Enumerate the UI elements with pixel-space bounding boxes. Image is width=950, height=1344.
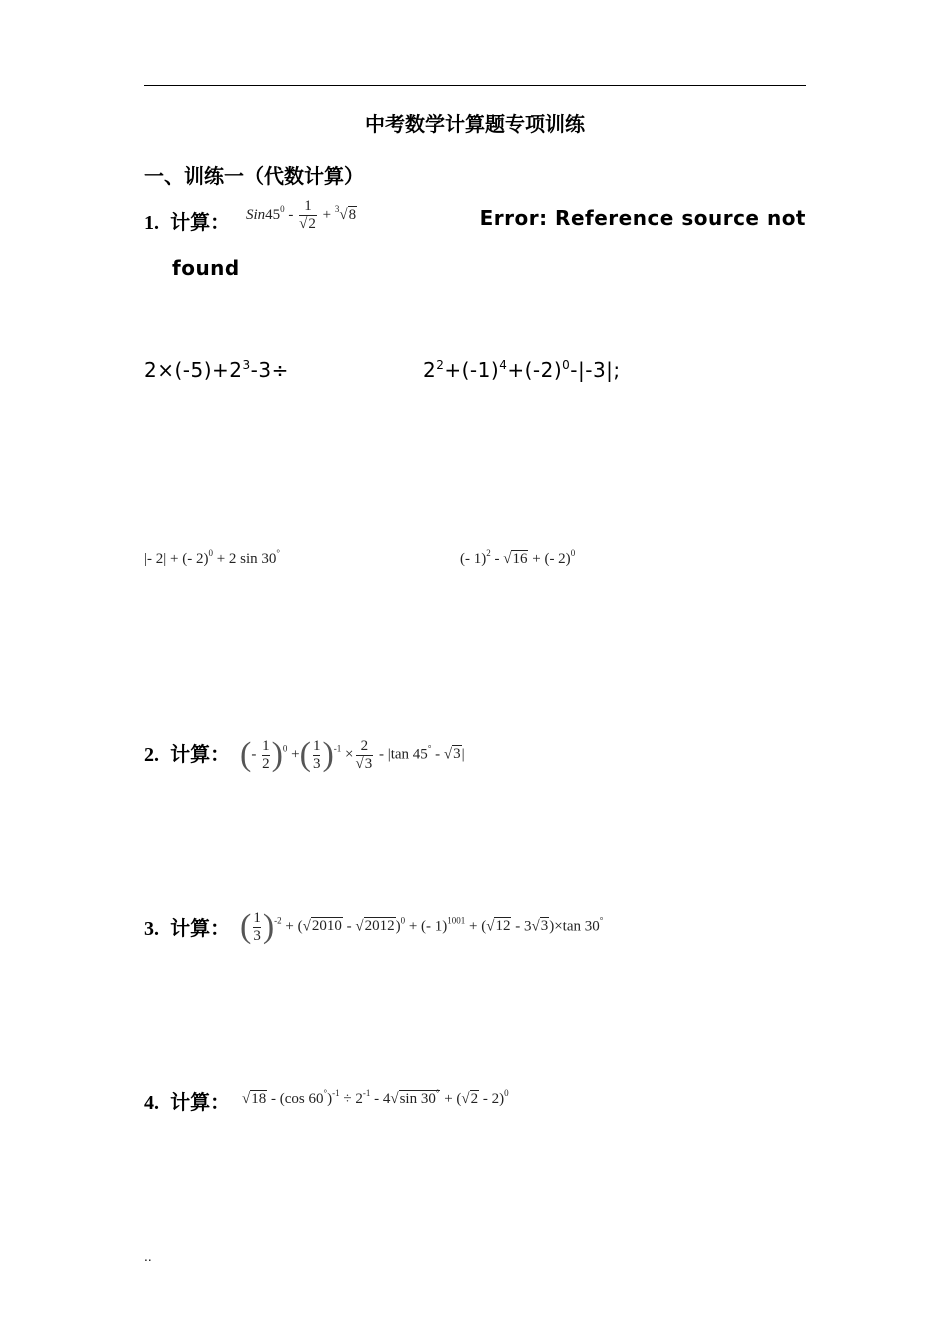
question-2-formula: (- $\frac{1}{2}$ )$^0$ +( $\frac{1}{3}$ )$^{-1}$ × $\frac{2}{√3}$ - |tan 45° - √3| — [240, 736, 465, 773]
calc-label: 计算： — [170, 1090, 231, 1114]
question-number: 2. — [144, 744, 159, 766]
exercise-row2-left: $2\times(-5)+2^3-3\div$ — [144, 358, 289, 382]
question-number: 3. — [144, 918, 159, 940]
footer-mark: .. — [144, 1250, 152, 1264]
question-3-header — [144, 912, 230, 941]
page-title: 中考数学计算题专项训练 — [365, 112, 585, 136]
question-4-header — [144, 1086, 230, 1115]
question-4-formula: √18 - (cos $60^\circ)^{-1} \div 2^{-1} - 4√\sin$ 30° + (√2 - 2)$^0$ — [242, 1088, 509, 1107]
exercise-row2-right: $2^2+(-1)^4+(-2)^0-|-3|$; — [423, 358, 621, 382]
question-1-formula: $Sin45^0$ - $\frac{1}{√2}$ + $^3$√8 — [246, 198, 357, 232]
error-message: Error: Reference source not — [479, 206, 806, 230]
error-message-continued: found — [172, 256, 240, 280]
exercise-row3-left: |- 2| + (- 2)$^0$ + 2 sin 30° — [144, 548, 281, 567]
header-rule — [144, 85, 806, 86]
question-number: 4. — [144, 1092, 159, 1114]
question-3-formula: ( $\frac{1}{3}$ )$^{-2}$ + (√2010 - √2012)$^0$ + (- 1)$^{1001}$ + (√12 - 3√3)×tan 30° — [240, 908, 604, 945]
calc-label: 计算： — [170, 742, 231, 766]
section-heading: 一、训练一（代数计算） — [144, 164, 364, 188]
calc-label: 计算： — [170, 916, 231, 940]
calc-label: 计算： — [170, 210, 231, 234]
exercise-row3-right: (- 1)$^2$ - √16 + (- 2)$^0$ — [460, 548, 576, 567]
question-1-header — [144, 206, 230, 235]
question-number: 1. — [144, 212, 159, 234]
question-2-header — [144, 738, 230, 767]
